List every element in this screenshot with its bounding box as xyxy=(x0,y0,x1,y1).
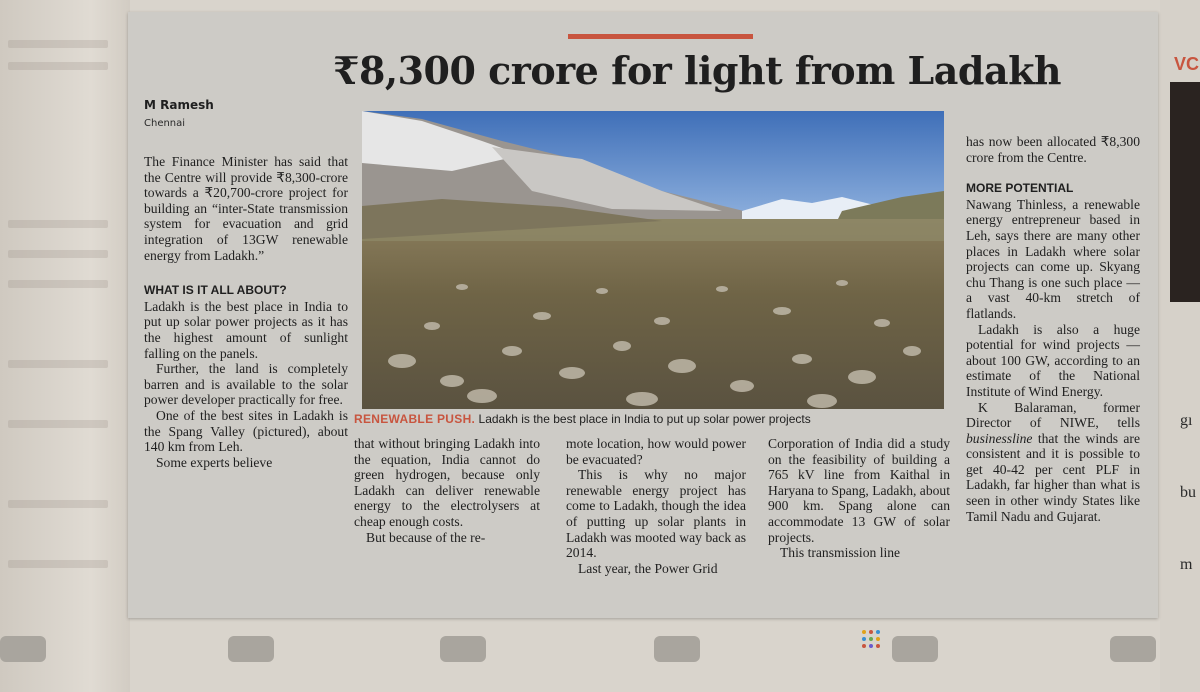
paragraph: Ladakh is also a huge potential for wind projects — about 100 GW, according to an estimate of the National Institute of Wind Energy. xyxy=(966,321,1140,399)
publication-logo-icon xyxy=(862,630,888,652)
publication-name: businessline xyxy=(966,430,1033,446)
adjacent-text-fragment: m xyxy=(1180,556,1193,573)
text-run: that the winds are consistent and it is possible to get 40-42 per cent PLF in Ladakh, far higher than what is seen in other windy States like Tamil Nadu and Gujarat. xyxy=(966,430,1140,524)
binder-hole xyxy=(892,636,938,662)
subhead-what-is-it: WHAT IS IT ALL ABOUT? xyxy=(144,283,287,298)
binder-hole xyxy=(1110,636,1156,662)
adjacent-page-right xyxy=(1160,0,1200,692)
paragraph xyxy=(966,400,1140,525)
spang-valley-photo xyxy=(362,111,944,409)
paragraph: Ladakh is the best place in India to put up solar power projects as it has the highest amount of sunlight falling on the panels. xyxy=(144,298,348,361)
column-2 xyxy=(354,436,540,545)
adjacent-text-fragment: bu xyxy=(1180,484,1196,501)
paragraph: Some experts believe xyxy=(156,454,273,470)
paragraph: has now been allocated ₹8,300 crore from the Centre. xyxy=(966,134,1140,165)
binder-hole xyxy=(654,636,700,662)
binder-hole xyxy=(228,636,274,662)
adjacent-text-fragment: gı xyxy=(1180,412,1193,429)
headline-accent-rule xyxy=(568,34,753,39)
paragraph: Last year, the Power Grid xyxy=(578,560,718,576)
headline: ₹8,300 crore for light from Ladakh xyxy=(333,48,1062,93)
column-4 xyxy=(768,436,950,561)
paragraph: that without bringing Ladakh into the equation, India cannot do green hydrogen, because only Ladakh can deliver renewable energy to the electrolysers at cheap enough costs. xyxy=(354,436,540,529)
text-run: K Balaraman, former Director of NIWE, tells xyxy=(966,399,1140,431)
caption-text: Ladakh is the best place in India to put up solar power projects xyxy=(475,412,811,426)
column-1 xyxy=(144,154,348,470)
newspaper-article xyxy=(128,12,1158,618)
paragraph: This transmission line xyxy=(780,545,901,561)
dateline: Chennai xyxy=(144,118,186,129)
paragraph: Further, the land is completely barren and is available to the solar power developer practically for free. xyxy=(144,361,348,408)
intro-paragraph: The Finance Minister has said that the Centre will provide ₹8,300-crore towards a ₹20,700-crore project for building an “inter-State transmission system for evacuation and grid integration of 13GW renewable energy from Ladakh.” xyxy=(144,154,348,263)
adjacent-heading-fragment: VC xyxy=(1174,54,1200,74)
paragraph: This is why no major renewable energy project has come to Ladakh, though the idea of putting up solar plants in Ladakh was mooted way back as 2014. xyxy=(566,467,746,561)
paragraph: Nawang Thinless, a renewable energy entrepreneur based in Leh, says there are many other places in Ladakh where solar projects can come up. Skyang chu Thang is one such place — a vast 40-km stretch of flatlands. xyxy=(966,196,1140,321)
paragraph: One of the best sites in Ladakh is the Spang Valley (pictured), about 140 km from Leh. xyxy=(144,407,348,455)
binder-hole xyxy=(440,636,486,662)
adjacent-photo xyxy=(1170,82,1200,302)
paragraph: mote location, how would power be evacuated? xyxy=(566,436,746,467)
paragraph: But because of the re- xyxy=(366,529,486,545)
binder-hole xyxy=(0,636,46,662)
caption-tag: RENEWABLE PUSH. xyxy=(354,412,476,426)
byline: M Ramesh xyxy=(144,98,214,112)
column-5 xyxy=(966,134,1140,524)
paragraph: Corporation of India did a study on the feasibility of building a 765 kV line from Kaithal in Haryana to Spang, Ladakh, about 900 km. Spang alone can accommodate 13 GW of solar projects. xyxy=(768,436,950,545)
photo-caption xyxy=(354,412,954,426)
subhead-more-potential: MORE POTENTIAL xyxy=(966,181,1074,196)
column-3 xyxy=(566,436,746,576)
adjacent-page-left xyxy=(0,0,130,692)
